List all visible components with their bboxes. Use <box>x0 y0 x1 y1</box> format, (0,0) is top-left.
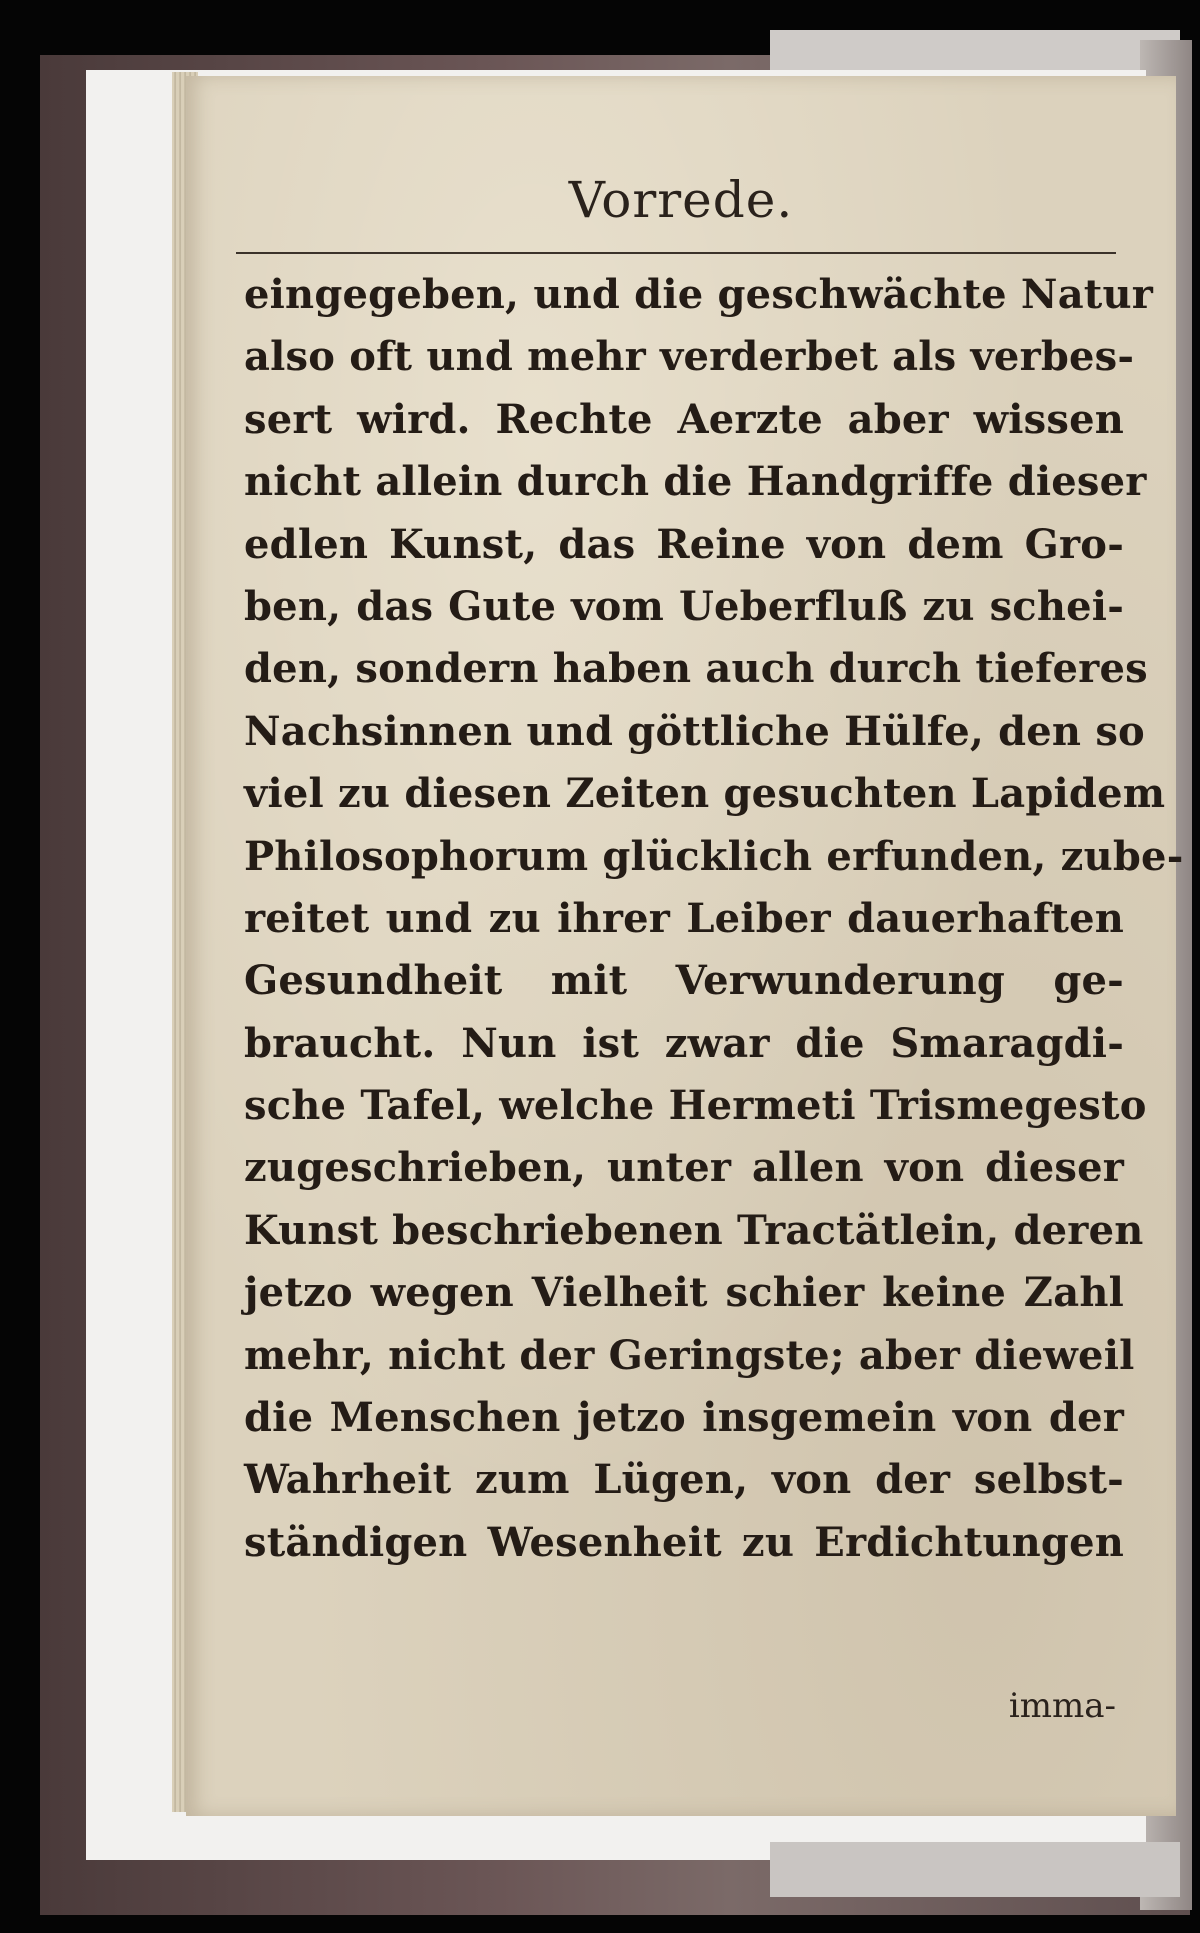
text-line-6: ben, das Gute vom Ueberfluß zu schei- <box>244 582 1124 630</box>
text-line-10: Philosophorum glücklich erfunden, zube- <box>244 832 1184 880</box>
text-line-4: nicht allein durch die Handgriffe dieser <box>244 458 1147 506</box>
text-line-7: den, sondern haben auch durch tieferes <box>244 645 1148 693</box>
text-line-11: reitet und zu ihrer Leiber dauerhaften <box>244 894 1124 942</box>
text-line-13: braucht. Nun ist zwar die Smaragdi- <box>244 1019 1124 1067</box>
cover-bottom-strip <box>770 1842 1180 1897</box>
catchword: imma- <box>1008 1686 1116 1726</box>
text-line-16: Kunst beschriebenen Tractätlein, deren <box>244 1206 1144 1254</box>
book-page <box>186 76 1184 1816</box>
text-line-9: viel zu diesen Zeiten gesuchten Lapidem <box>244 770 1166 818</box>
text-line-2: also oft und mehr verderbet als verbes- <box>244 333 1135 381</box>
text-line-12: Gesundheit mit Verwunderung ge- <box>244 957 1124 1005</box>
text-line-18: mehr, nicht der Geringste; aber dieweil <box>244 1331 1135 1379</box>
header-rule <box>236 252 1116 254</box>
text-line-15: zugeschrieben, unter allen von dieser <box>244 1144 1124 1192</box>
text-line-20: Wahrheit zum Lügen, von der selbst- <box>244 1456 1124 1504</box>
body-text <box>244 264 1184 1574</box>
text-line-5: edlen Kunst, das Reine von dem Gro- <box>244 520 1124 568</box>
text-line-19: die Menschen jetzo insgemein von der <box>244 1394 1124 1442</box>
text-line-3: sert wird. Rechte Aerzte aber wissen <box>244 395 1124 443</box>
text-line-17: jetzo wegen Vielheit schier keine Zahl <box>244 1269 1124 1317</box>
running-header: Vorrede. <box>568 171 794 229</box>
text-line-14: sche Tafel, welche Hermeti Trismegesto <box>244 1082 1147 1130</box>
text-line-1: eingegeben, und die geschwächte Natur <box>244 271 1154 318</box>
text-line-21: ständigen Wesenheit zu Erdichtungen <box>244 1518 1124 1566</box>
text-line-8: Nachsinnen und göttliche Hülfe, den so <box>244 707 1145 755</box>
